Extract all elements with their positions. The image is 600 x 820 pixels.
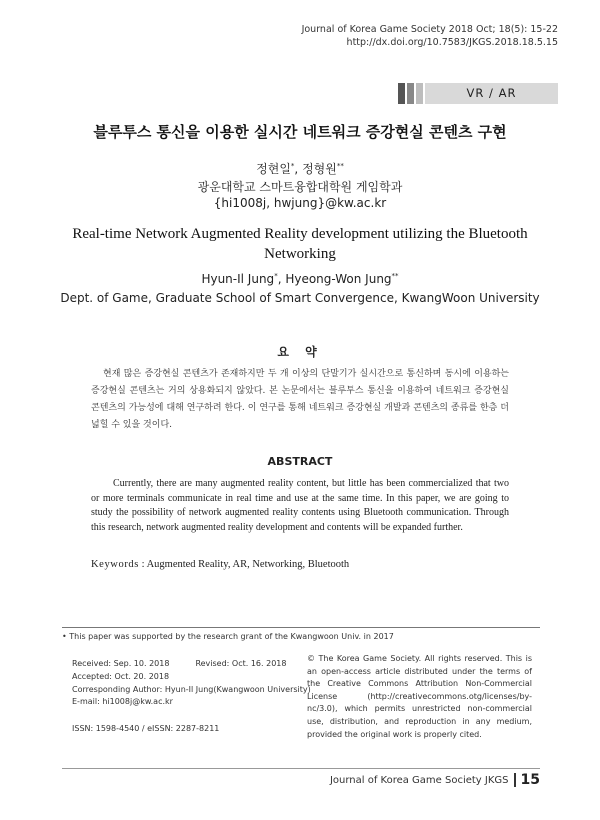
section-bars-decoration xyxy=(398,83,426,104)
revised-date: Revised: Oct. 16. 2018 xyxy=(195,659,287,668)
license-notice: © The Korea Game Society. All rights reserved. This is an open-access article distributed under the terms of the Creative Commons Attribution Non-Commercial License (http://creativecommons.otg/licenses/by-nc/3.0), which permits unrestricted non-commercial use, distribution, and reproduction in any medium, provided the original work is properly cited. xyxy=(307,654,532,739)
page-footer xyxy=(330,772,540,788)
page-number: 15 xyxy=(520,772,540,788)
author-2-en: Hyeong-Won Jung xyxy=(285,272,392,286)
issn: ISSN: 1598-4540 / eISSN: 2287-8211 xyxy=(72,724,220,734)
authors-korean xyxy=(0,160,600,177)
author-2-en-mark: ** xyxy=(391,272,399,280)
abstract-english: Currently, there are many augmented reality content, but little has been commercialized that two or more terminals communicate in real time and use at the same time. In this paper, we are going to study the possibility of network augmented reality contents using Bluetooth communication. Through this research, network augmented reality development and contents will be expanded further. xyxy=(91,478,509,533)
author-1-ko-mark: * xyxy=(290,162,295,170)
keywords-label: Keywords xyxy=(91,559,139,570)
title-english: Real-time Network Augmented Reality development utilizing the Bluetooth Networking xyxy=(72,226,528,262)
abstract-korean: 현재 많은 증강현실 콘텐츠가 존재하지만 두 개 이상의 단말기가 실시간으로 통신하며 동시에 이용하는 증강현실 콘텐츠는 거의 상용화되지 않았다. 본 논문에서는 블루투스 통신을 이용하여 네트워크 증강현실 콘텐츠의 가능성에 대해 연구하려 한다. 이 연구를 통해 네트워크 증강현실 개발과 콘텐츠의 종류를 한층 더 넓힐 수 있을 것이다. xyxy=(91,369,509,430)
abstract-en-heading: ABSTRACT xyxy=(267,455,333,468)
keywords xyxy=(91,559,521,570)
footer-divider xyxy=(62,768,540,769)
author-separator-en: , xyxy=(277,272,286,286)
affiliation-korean: 광운대학교 스마트융합대학원 게임학과 xyxy=(197,180,403,194)
affiliation-english: Dept. of Game, Graduate School of Smart Convergence, KwangWoon University xyxy=(60,291,540,305)
accepted-date: Accepted: Oct. 20. 2018 xyxy=(72,671,170,681)
info-spacer xyxy=(72,709,290,723)
bar-dark xyxy=(398,83,405,104)
author-2-ko: 정형원 xyxy=(302,162,337,176)
doi-link[interactable]: http://dx.doi.org/10.7583/JKGS.2018.18.5.15 xyxy=(346,37,558,48)
section-tag: VR / AR xyxy=(425,83,558,104)
author-2-ko-mark: ** xyxy=(336,162,344,170)
keywords-value: Augmented Reality, AR, Networking, Bluetooth xyxy=(146,559,350,570)
title-korean: 블루투스 통신을 이용한 실시간 네트워크 증강현실 콘텐츠 구현 xyxy=(93,123,507,141)
footnote-divider xyxy=(62,627,540,628)
corresponding-author: Corresponding Author: Hyun-Il Jung(Kwangwoon University) xyxy=(72,684,311,694)
abstract-ko-heading: 요 약 xyxy=(277,345,323,359)
bar-mid xyxy=(407,83,414,104)
author-separator-ko: , xyxy=(294,162,303,176)
authors-english xyxy=(0,272,600,286)
dates-row xyxy=(72,658,290,671)
author-1-en-mark: * xyxy=(274,272,278,280)
corresponding-email[interactable]: E-mail: hi1008j@kw.ac.kr xyxy=(72,697,173,707)
article-info xyxy=(72,658,311,736)
keywords-separator: : xyxy=(138,559,147,570)
emails-korean: {hi1008j, hwjung}@kw.ac.kr xyxy=(213,196,387,210)
received-date: Received: Sep. 10. 2018 xyxy=(72,659,170,668)
footer-separator-bar xyxy=(514,773,516,787)
author-1-en: Hyun-Il Jung xyxy=(201,272,275,286)
funding-footnote: • This paper was supported by the research grant of the Kwangwoon Univ. in 2017 xyxy=(62,632,394,641)
author-1-ko: 정현일 xyxy=(256,162,291,176)
footer-journal: Journal of Korea Game Society JKGS xyxy=(329,774,509,786)
bar-light xyxy=(416,83,423,104)
journal-citation: Journal of Korea Game Society 2018 Oct; 18(5): 15-22 xyxy=(301,24,558,35)
